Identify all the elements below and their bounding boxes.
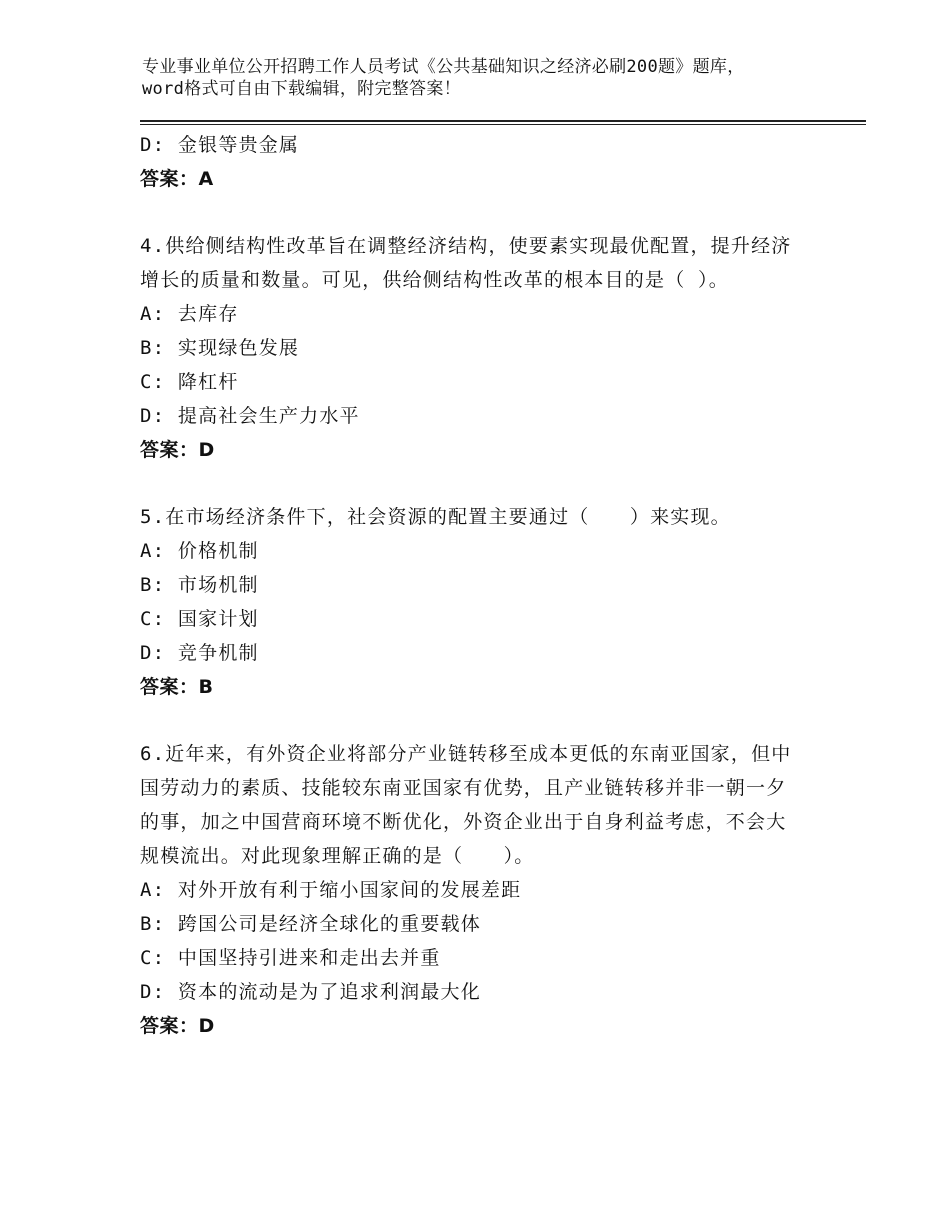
page-header: 专业事业单位公开招聘工作人员考试《公共基础知识之经济必刷200题》题库，word格式可自由下载编辑，附完整答案！ [142, 57, 745, 99]
answer-value: B [198, 676, 214, 698]
option-c: C: 降杠杆 [140, 371, 239, 393]
option-a: A: 价格机制 [140, 540, 259, 562]
answer-line [140, 670, 820, 704]
option-d: D: 资本的流动是为了追求利润最大化 [140, 981, 481, 1003]
answer-value: D [198, 439, 215, 461]
question-3-tail [140, 128, 820, 196]
answer-line [140, 162, 820, 196]
question-6 [140, 737, 820, 1043]
option-c: C: 中国坚持引进来和走出去并重 [140, 947, 441, 969]
answer-line [140, 1009, 820, 1043]
answer-label: 答案： [140, 1015, 199, 1037]
option-d: D: 提高社会生产力水平 [140, 405, 360, 427]
answer-label: 答案： [140, 168, 199, 190]
option-b: B: 市场机制 [140, 574, 259, 596]
option-c: C: 国家计划 [140, 608, 259, 630]
answer-line [140, 433, 820, 467]
option-a: A: 去库存 [140, 303, 239, 325]
question-5 [140, 500, 820, 704]
answer-label: 答案： [140, 676, 199, 698]
question-stem: 5.在市场经济条件下，社会资源的配置主要通过（ ）来实现。 [140, 506, 731, 528]
answer-value: A [198, 168, 214, 190]
header-divider [140, 120, 866, 125]
answer-value: D [198, 1015, 215, 1037]
option-a: A: 对外开放有利于缩小国家间的发展差距 [140, 879, 522, 901]
option-d: D: 金银等贵金属 [140, 134, 300, 156]
question-4 [140, 229, 820, 467]
question-stem: 6.近年来，有外资企业将部分产业链转移至成本更低的东南亚国家，但中国劳动力的素质、技能较东南亚国家有优势，且产业链转移并非一朝一夕的事，加之中国营商环境不断优化，外资企业出于自身利益考虑，不会大规模流出。对此现象理解正确的是（ ）。 [140, 743, 792, 867]
document-body [140, 128, 820, 1043]
option-b: B: 实现绿色发展 [140, 337, 300, 359]
question-stem: 4.供给侧结构性改革旨在调整经济结构，使要素实现最优配置，提升经济增长的质量和数量。可见，供给侧结构性改革的根本目的是（ ）。 [140, 235, 792, 291]
answer-label: 答案： [140, 439, 199, 461]
option-b: B: 跨国公司是经济全球化的重要载体 [140, 913, 481, 935]
option-d: D: 竞争机制 [140, 642, 259, 664]
